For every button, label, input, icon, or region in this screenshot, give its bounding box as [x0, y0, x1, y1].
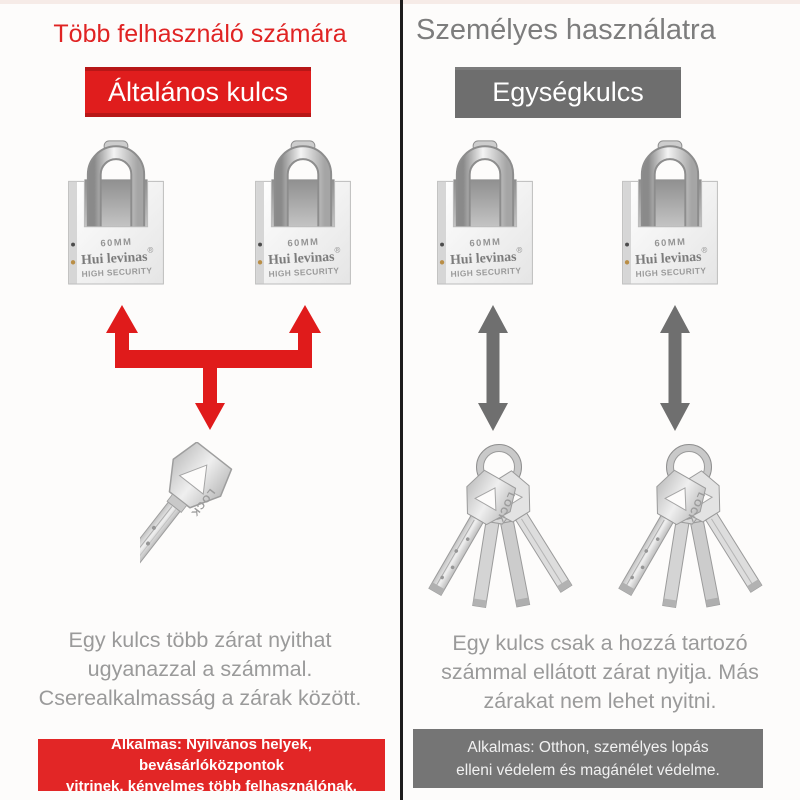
padlock-image — [243, 130, 363, 288]
padlock-size-label: 60MM — [287, 236, 320, 249]
key-engraving-text: LOCK — [683, 490, 707, 525]
padlock-size-label: 60MM — [654, 236, 687, 249]
note-line: Alkalmas: Nyilvános helyek, bevásárlóközpontok — [111, 735, 312, 774]
note-line: vitrinek, kényelmes több felhasználónak. — [66, 777, 357, 795]
padlock-image — [610, 130, 730, 288]
description-line: Cserealkalmasság a zárak között. — [38, 686, 362, 710]
registered-mark: ® — [701, 245, 708, 255]
unit-key-badge: Egységkulcs — [455, 67, 681, 118]
left-description — [0, 626, 400, 713]
registered-mark: ® — [147, 245, 154, 255]
key-bunch-image — [424, 441, 574, 616]
padlock-brand: Hui levinas — [80, 248, 148, 268]
padlock-image — [425, 130, 545, 288]
key-engraving-text: LOCK — [493, 490, 517, 525]
padlock-tagline: HIGH SECURITY — [268, 265, 340, 279]
right-suitability-banner — [413, 729, 763, 788]
description-line: Egy kulcs csak a hozzá tartozó — [452, 631, 748, 655]
padlock-brand: Hui levinas — [634, 248, 702, 268]
padlock-image — [56, 130, 176, 288]
padlock-brand: Hui levinas — [267, 248, 335, 268]
description-line: számmal ellátott zárat nyitja. Más — [441, 660, 759, 684]
left-suitability-banner — [38, 735, 385, 795]
key-bunch-image — [614, 441, 764, 616]
right-description — [400, 629, 800, 716]
description-line: zárakat nem lehet nyitni. — [483, 689, 717, 713]
registered-mark: ® — [334, 245, 341, 255]
general-key-badge: Általános kulcs — [85, 67, 311, 117]
key-engraving-text: LOCK — [188, 486, 217, 519]
left-column-title: Több felhasználó számára — [53, 20, 347, 48]
padlock-tagline: HIGH SECURITY — [450, 265, 522, 279]
padlock-tagline: HIGH SECURITY — [635, 265, 707, 279]
padlock-tagline: HIGH SECURITY — [81, 265, 153, 279]
double-arrow-icon — [657, 303, 693, 433]
note-line: elleni védelem és magánélet védelme. — [456, 761, 720, 779]
description-line: Egy kulcs több zárat nyithat — [68, 628, 332, 652]
description-line: ugyanazzal a számmal. — [87, 657, 313, 681]
single-key-image — [140, 442, 300, 617]
registered-mark: ® — [516, 245, 523, 255]
note-line: Alkalmas: Otthon, személyes lopás — [467, 738, 709, 756]
right-column-title: Személyes használatra — [416, 14, 716, 46]
padlock-brand: Hui levinas — [449, 248, 517, 268]
padlock-size-label: 60MM — [100, 236, 133, 249]
double-arrow-icon — [475, 303, 511, 433]
branch-arrow-icon — [75, 303, 325, 433]
padlock-size-label: 60MM — [469, 236, 502, 249]
